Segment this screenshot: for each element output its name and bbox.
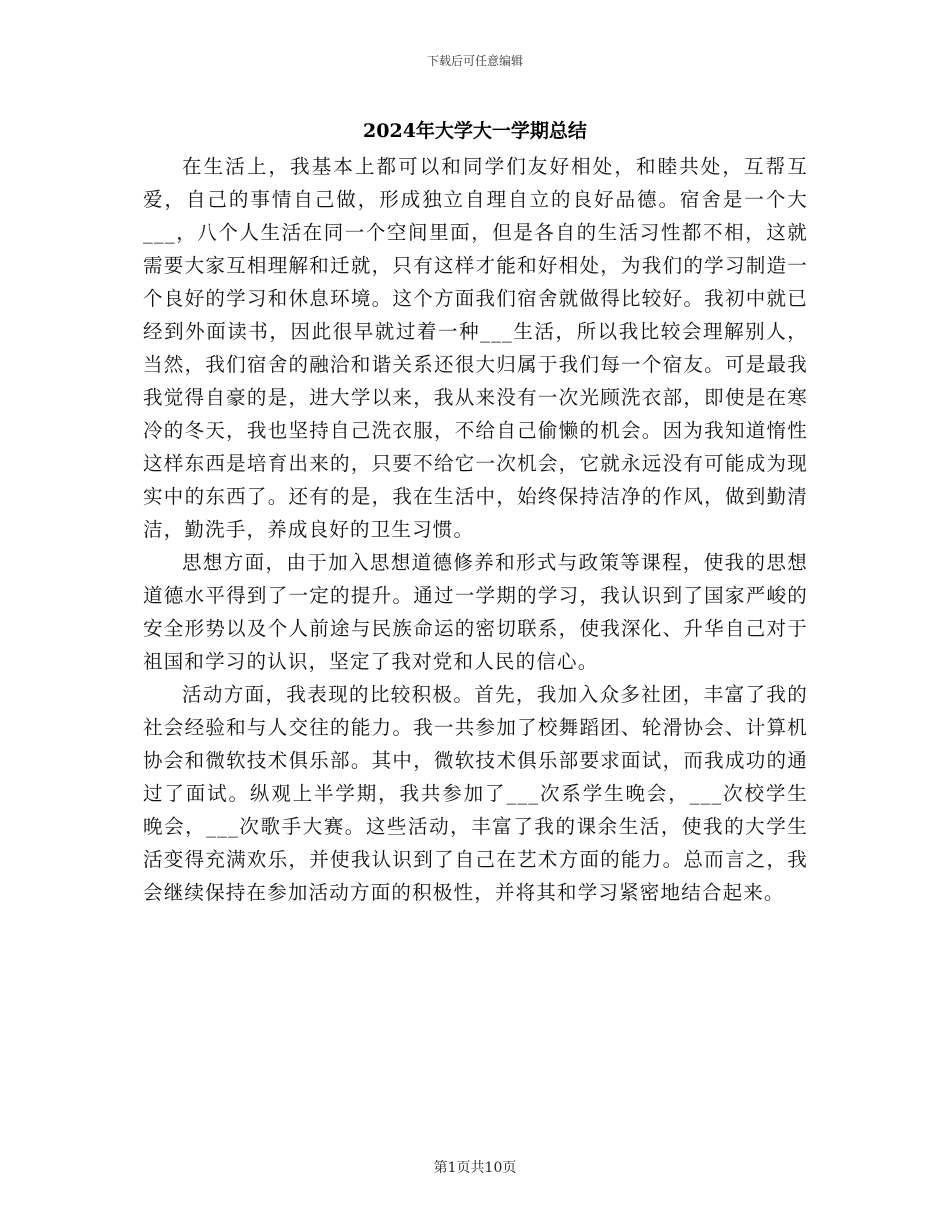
- paragraph-life: 在生活上，我基本上都可以和同学们友好相处，和睦共处，互帮互爱，自己的事情自己做，形成独立自理自立的良好品德。宿舍是一个大___，八个人生活在同一个空间里面，但是各自的生活习性都不相，这就需要大家互相理解和迁就，只有这样才能和好相处，为我们的学习制造一个良好的学习和休息环境。这个方面我们宿舍就做得比较好。我初中就已经到外面读书，因此很早就过着一种___生活，所以我比较会理解别人，当然，我们宿舍的融洽和谐关系还很大归属于我们每一个宿友。可是最我我觉得自豪的是，进大学以来，我从来没有一次光顾洗衣部，即使是在寒冷的冬天，我也坚持自己洗衣服，不给自己偷懒的机会。因为我知道惰性这样东西是培育出来的，只要不给它一次机会，它就永远没有可能成为现实中的东西了。还有的是，我在生活中，始终保持洁净的作风，做到勤清洁，勤洗手，养成良好的卫生习惯。: [143, 155, 808, 541]
- header-note: 下载后可任意编辑: [426, 54, 523, 68]
- paragraph-activities: 活动方面，我表现的比较积极。首先，我加入众多社团，丰富了我的社会经验和与人交往的能力。我一共参加了校舞蹈团、轮滑协会、计算机协会和微软技术俱乐部。其中，微软技术俱乐部要求面试，而我成功的通过了面试。纵观上半学期，我共参加了___次系学生晚会，___次校学生晚会，___次歌手大赛。这些活动，丰富了我的课余生活，使我的大学生活变得充满欢乐，并使我认识到了自己在艺术方面的能力。总而言之，我会继续保持在参加活动方面的积极性，并将其和学习紧密地结合起来。: [143, 683, 808, 904]
- page-number: 第1页共10页: [433, 1160, 517, 1176]
- document-title: 2024年大学大一学期总结: [363, 120, 587, 142]
- paragraph-thought: 思想方面，由于加入思想道德修养和形式与政策等课程，使我的思想道德水平得到了一定的提升。通过一学期的学习，我认识到了国家严峻的安全形势以及个人前途与民族命运的密切联系，使我深化、升华自己对于祖国和学习的认识，坚定了我对党和人民的信心。: [143, 551, 808, 673]
- document-body: [143, 150, 808, 909]
